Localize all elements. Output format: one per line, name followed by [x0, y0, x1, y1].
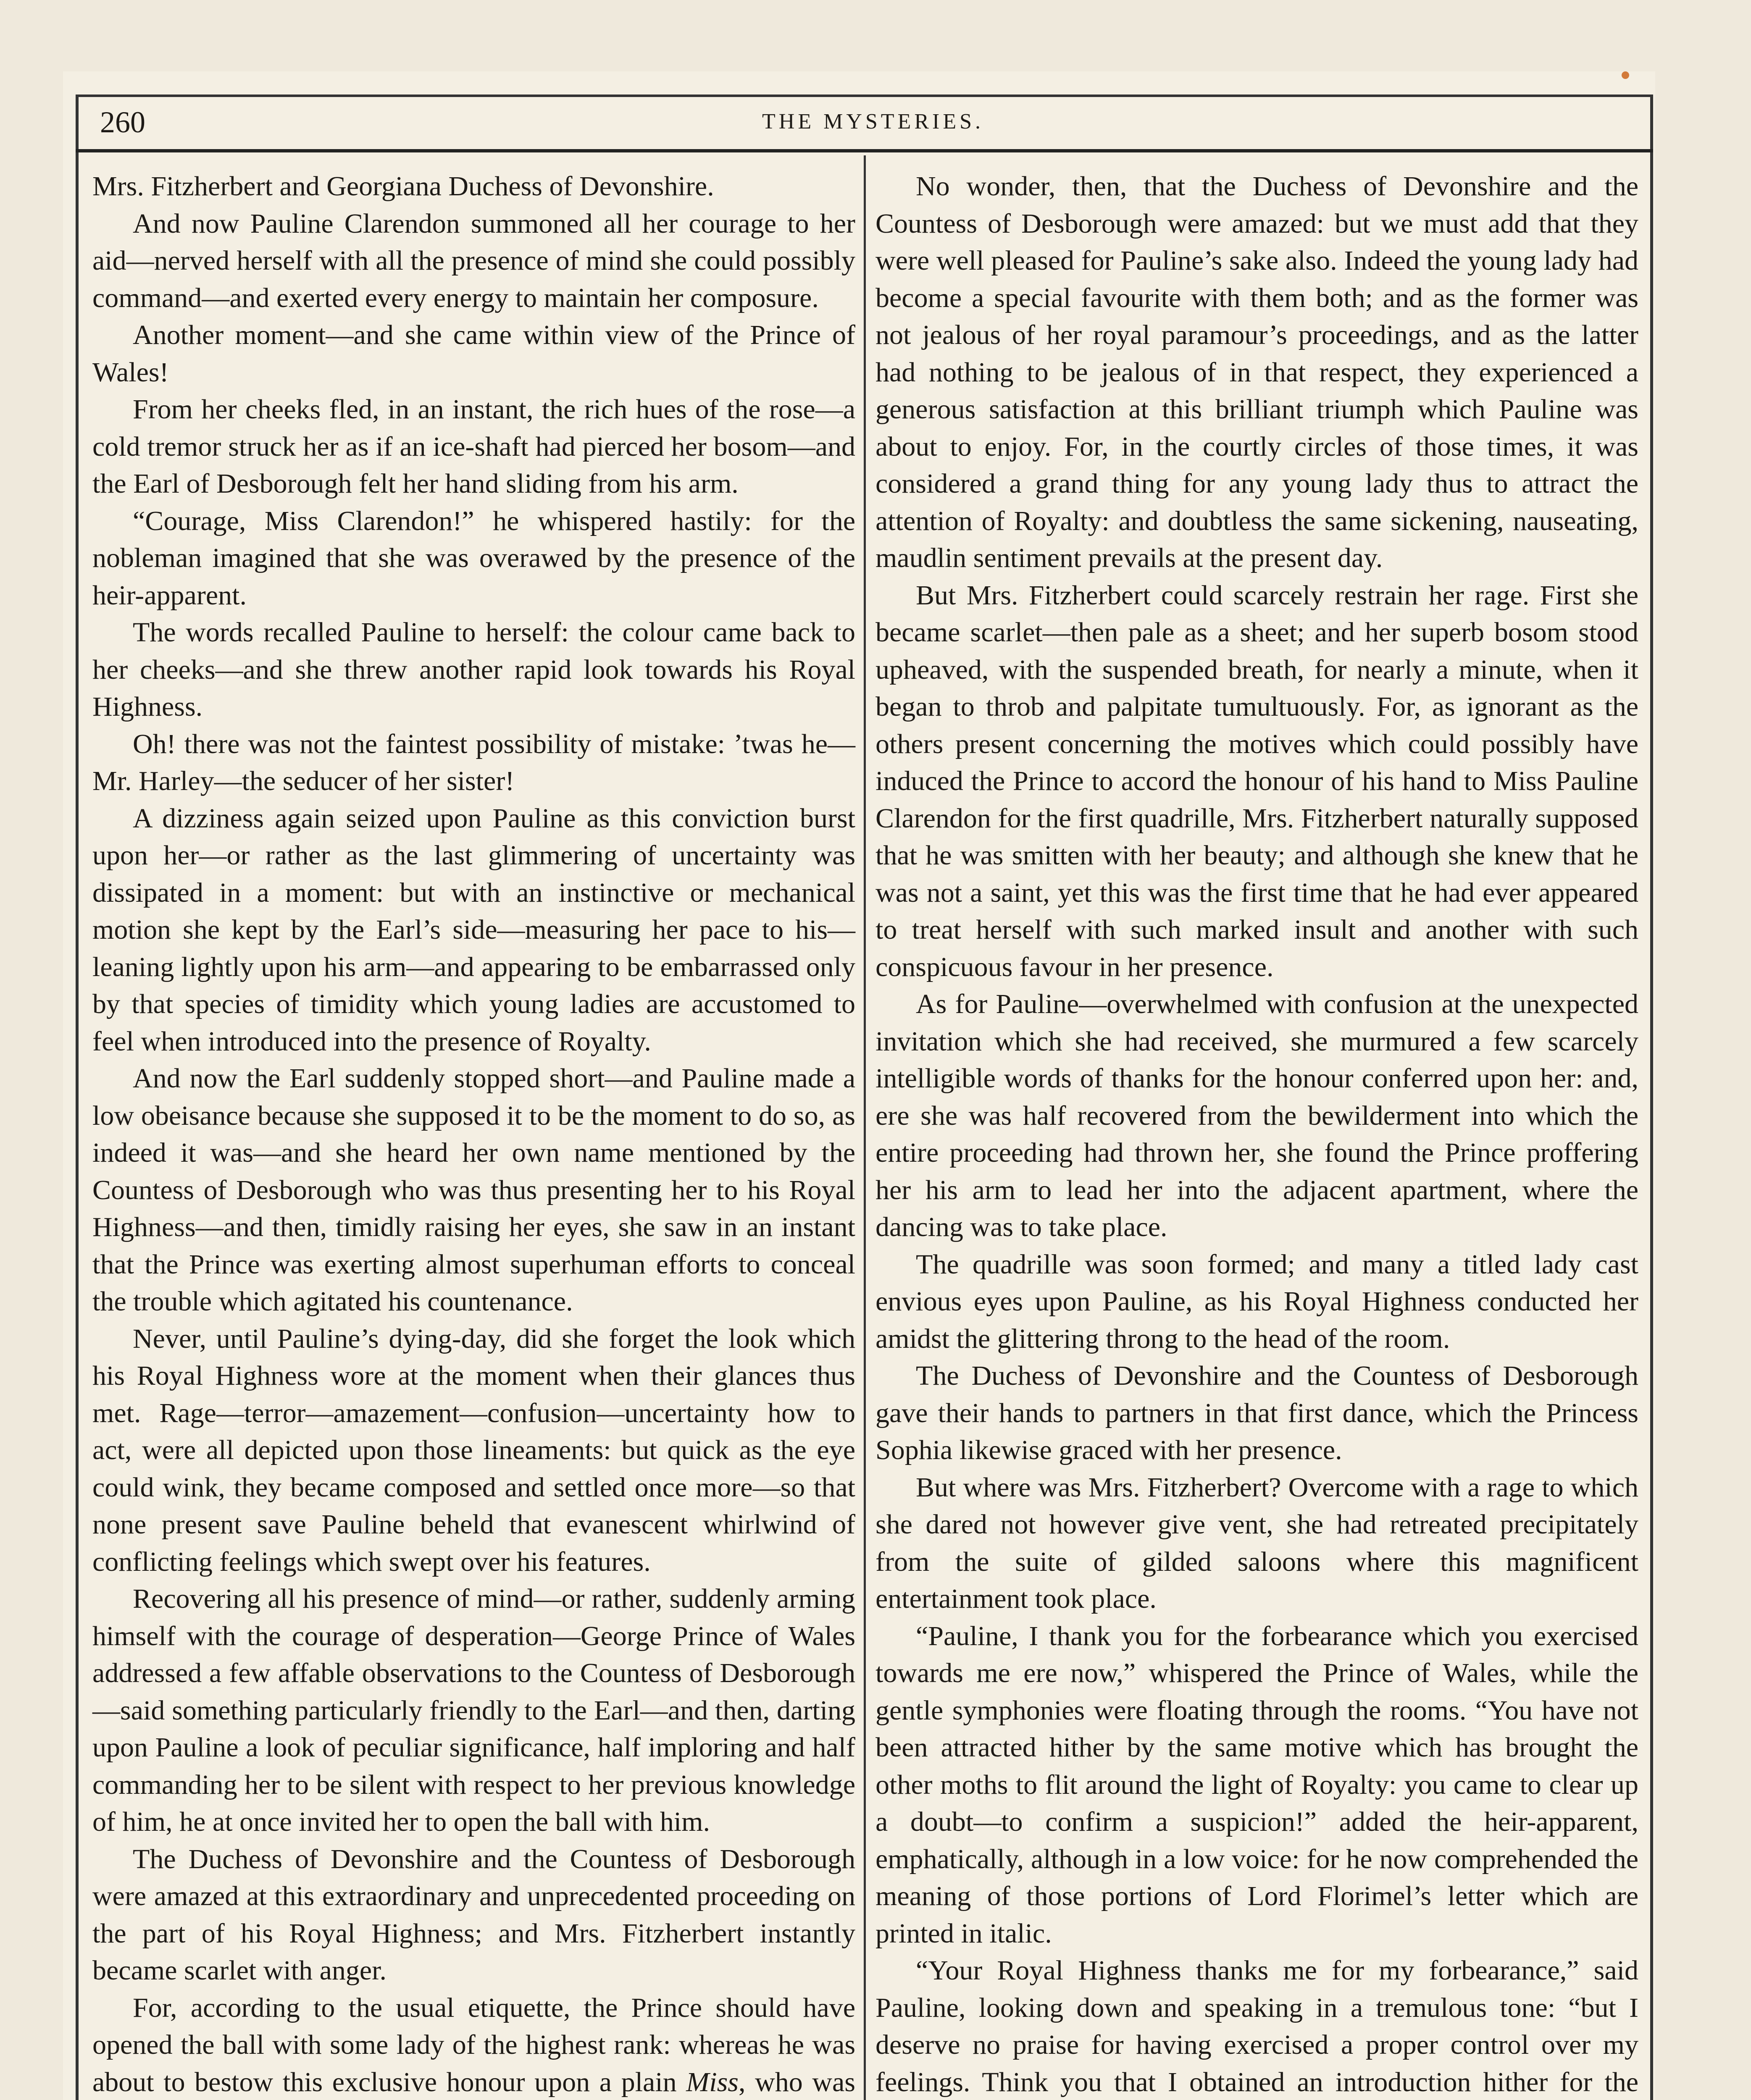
paragraph: The quadrille was soon formed; and many a titled lady cast envious eyes upon Pauline, as his Royal Highness conducted her amidst the glittering throng to the head of the room.: [876, 1249, 1638, 1354]
page-header: [100, 97, 1646, 143]
paragraph: And now the Earl suddenly stopped short—and Pauline made a low obeisance because she supposed it to be the moment to do so, as indeed it was—and she heard her own name mentioned by the Countess of Desborough who was thus presenting her to his Royal Highness—and then, timidly raising her eyes, she saw in an instant that the Prince was exerting almost superhuman efforts to conceal the trouble which agitated his countenance.: [92, 1063, 855, 1317]
paragraph: No wonder, then, that the Duchess of Devonshire and the Countess of Desborough were amazed: but we must add that they were well pleased for Pauline’s sake also. Indeed the young lady had become a special favourite with them both; and as the former was not jealous of her royal paramour’s proceedings, and as the latter had nothing to be jealous of in that respect, they experienced a generous satisfaction at this brilliant triumph which Pauline was about to enjoy. For, in the courtly circles of those times, it was considered a grand thing for any young lady thus to attract the attention of Royalty: and doubtless the same sickening, nauseating, maudlin sentiment prevails at the present day.: [876, 171, 1638, 573]
paragraph: As for Pauline—overwhelmed with confusion at the unexpected invitation which she had received, she murmured a few scarcely intelligible words of thanks for the honour conferred upon her: and, ere she was half recovered from the bewilderment into which the entire proceeding had thrown her, she found the Prince proffering her his arm to lead her into the adjacent apartment, where the dancing was to take place.: [876, 989, 1638, 1242]
running-title: THE MYSTERIES.: [762, 110, 984, 134]
right-column: [876, 168, 1638, 2100]
paragraph: But Mrs. Fitzherbert could scarcely restrain her rage. First she became scarlet—then pale as a sheet; and her superb bosom stood upheaved, with the suspended breath, for nearly a minute, when it began to throb and palpitate tumultuously. For, as ignorant as the others present concerning the motives which could possibly have induced the Prince to accord the honour of his hand to Miss Pauline Clarendon for the first quadrille, Mrs. Fitzherbert naturally supposed that he was smitten with her beauty; and although she knew that he was not a saint, yet this was the first time that he had ever appeared to treat herself with such marked insult and another with such conspicuous favour in her presence.: [876, 580, 1638, 982]
frame-left-rule: [76, 94, 79, 2100]
paragraph: Another moment—and she came within view of the Prince of Wales!: [92, 320, 855, 388]
paragraph: “Your Royal Highness thanks me for my forbearance,” said Pauline, looking down and speaking in a tremulous tone: “but I deserve no praise for having exercised a proper control over my feelings. Think you that I obtained an introduction hither for the: [876, 1955, 1638, 2097]
paper-speck: [1622, 71, 1629, 79]
paragraph: “Pauline, I thank you for the forbearance which you exercised towards me ere now,” whispered the Prince of Wales, while the gentle symphonies were floating through the rooms. “You have not been attracted hither by the same motive which has brought the other moths to flit around the light of Royalty: you came to clear up a doubt—to confirm a suspicion!” added the heir-apparent, emphatically, although in a low voice: for he now comprehended the meaning of those portions of Lord Florimel’s letter which are printed in italic.: [876, 1620, 1638, 1949]
paragraph: “Courage, Miss Clarendon!” he whispered hastily: for the nobleman imagined that she was overawed by the presence of the heir-apparent.: [92, 505, 855, 611]
column-divider: [864, 155, 866, 2100]
paragraph: Mrs. Fitzherbert and Georgiana Duchess of Devonshire.: [92, 171, 714, 202]
page-number: 260: [100, 105, 145, 139]
paragraph: For, according to the usual etiquette, the Prince should have opened the ball with some lady of the highest rank: whereas he was about to bestow this exclusive honour upon a plain Miss, who was: [92, 1992, 855, 2097]
left-column: [92, 168, 855, 2100]
paragraph: But where was Mrs. Fitzherbert? Overcome with a rage to which she dared not however give vent, she had retreated precipitately from the suite of gilded saloons where this magnificent entertainment took place.: [876, 1472, 1638, 1614]
paragraph: Never, until Pauline’s dying-day, did she forget the look which his Royal Highness wore at the moment when their glances thus met. Rage—terror—amazement—confusion—uncertainty how to act, were all depicted upon those lineaments: but quick as the eye could wink, they became composed and settled once more—so that none present save Pauline beheld that evanescent whirlwind of conflicting feelings which swept over his features.: [92, 1323, 855, 1577]
paragraph: Oh! there was not the faintest possibility of mistake: ’twas he—Mr. Harley—the seducer of her sister!: [92, 728, 855, 796]
paragraph: From her cheeks fled, in an instant, the rich hues of the rose—a cold tremor struck her as if an ice-shaft had pierced her bosom—and the Earl of Desborough felt her hand sliding from his arm.: [92, 394, 855, 499]
frame-right-rule: [1650, 94, 1653, 2100]
paragraph: Recovering all his presence of mind—or rather, suddenly arming himself with the courage of desperation—George Prince of Wales addressed a few affable observations to the Countess of Desborough—said something particularly friendly to the Earl—and then, darting upon Pauline a look of peculiar significance, half imploring and half commanding her to be silent with respect to her previous knowledge of him, he at once invited her to open the ball with him.: [92, 1583, 855, 1837]
paragraph: The Duchess of Devonshire and the Countess of Desborough were amazed at this extraordinary and unprecedented proceeding on the part of his Royal Highness; and Mrs. Fitzherbert instantly became scarlet with anger.: [92, 1843, 855, 1986]
paragraph: And now Pauline Clarendon summoned all her courage to her aid—nerved herself with all the presence of mind she could possibly command—and exerted every energy to maintain her composure.: [92, 208, 855, 313]
header-rule: [76, 149, 1653, 152]
paragraph: The Duchess of Devonshire and the Countess of Desborough gave their hands to partners in that first dance, which the Princess Sophia likewise graced with her presence.: [876, 1360, 1638, 1465]
paragraph: A dizziness again seized upon Pauline as this conviction burst upon her—or rather as the last glimmering of uncertainty was dissipated in a moment: but with an instinctive or mechanical motion she kept by the Earl’s side—measuring her pace to his—leaning lightly upon his arm—and appearing to be embarrassed only by that species of timidity which young ladies are accustomed to feel when introduced into the presence of Royalty.: [92, 803, 855, 1057]
paragraph: The words recalled Pauline to herself: the colour came back to her cheeks—and she threw another rapid look towards his Royal Highness.: [92, 617, 855, 722]
